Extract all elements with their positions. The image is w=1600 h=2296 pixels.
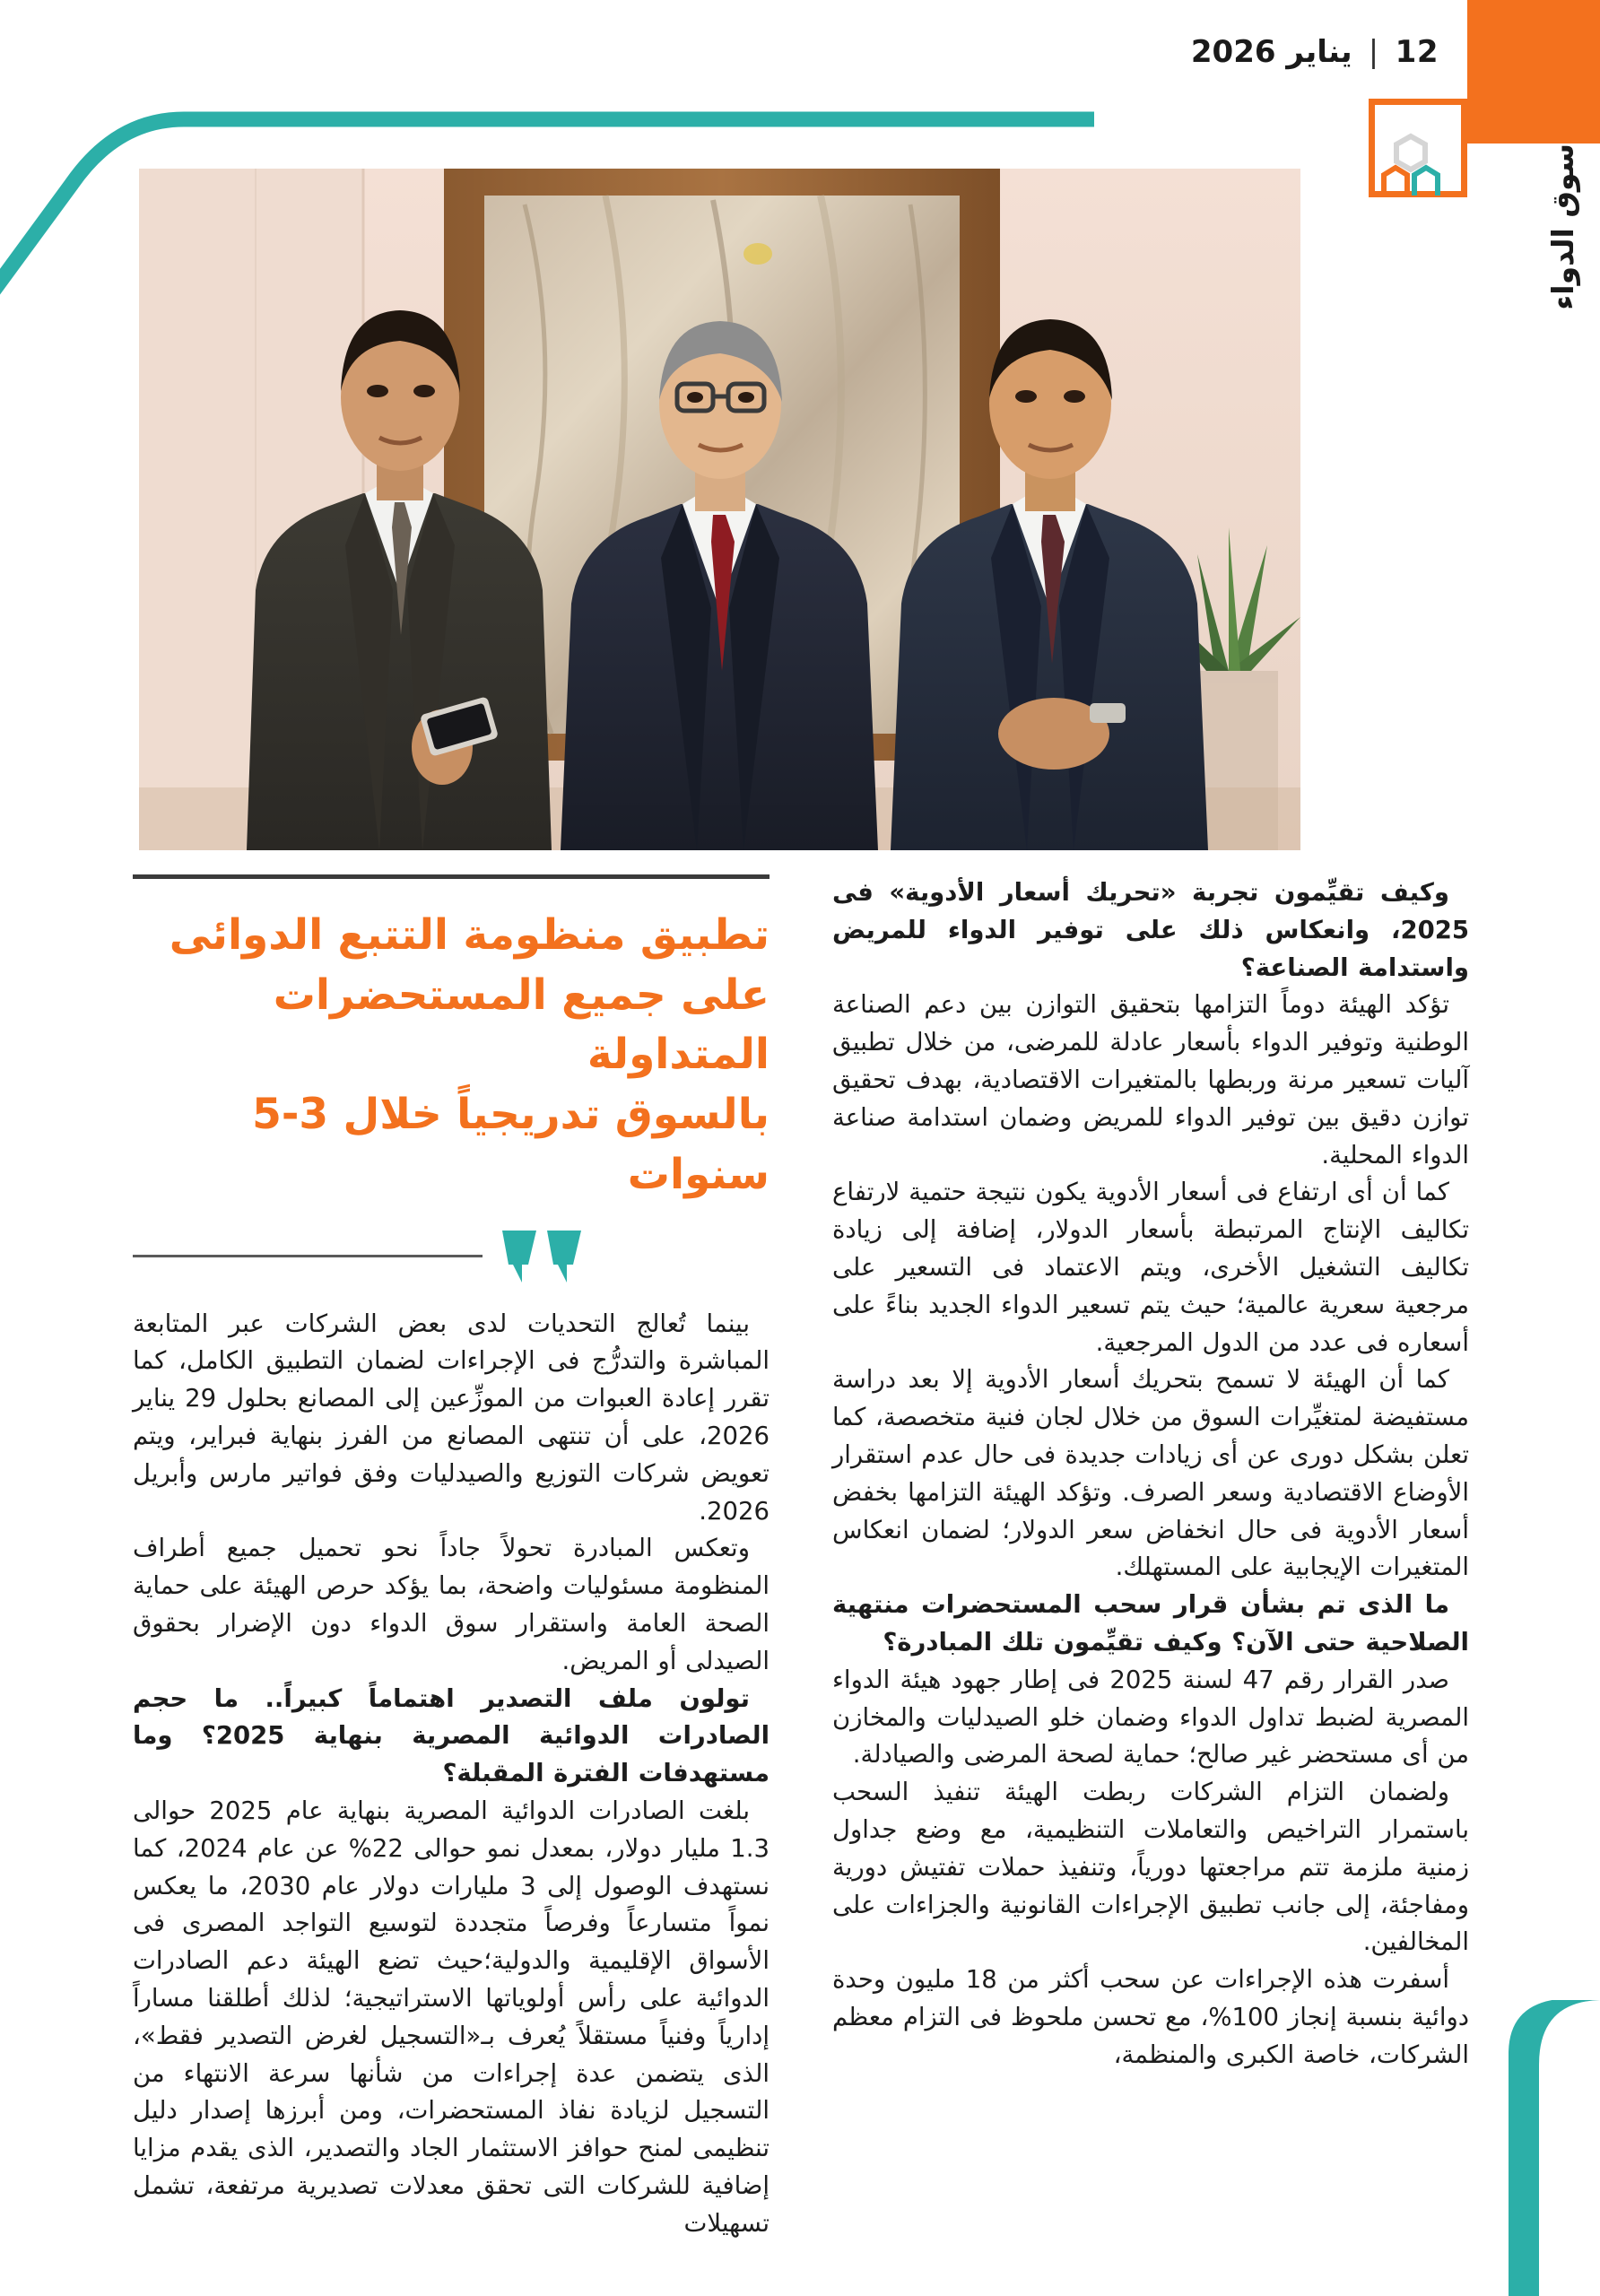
paragraph-answer: أسفرت هذه الإجراءات عن سحب أكثر من 18 مليون وحدة دوائية بنسبة إنجاز 100%، مع تحسن ملحوظ فى التزام معظم الشركات، خاصة الكبرى والمنظمة، [832,1965,1469,2069]
paragraph-answer: وتعكس المبادرة تحولاً جاداً نحو تحميل جميع أطراف المنظومة مسئوليات واضحة، بما يؤكد حرص الهيئة على حماية الصحة العامة واستقرار سوق الدواء دون الإضرار بحقوق الصيدلى أو المريض. [133,1534,770,1675]
paragraph-answer: بلغت الصادرات الدوائية المصرية بنهاية عام 2025 حوالى 1.3 مليار دولار، بمعدل نمو حوالى 22% عن عام 2024، كما نستهدف الوصول إلى 3 مليارات دولار عام 2030، ما يعكس نمواً متسارعاً وفرصاً متجددة لتوسيع التواجد المصرى فى الأسواق الإقليمية والدولية؛حيث تضع الهيئة دعم الصادرات الدوائية على رأس أولوياتها الاستراتيجية؛ لذلك أطلقنا مساراً إدارياً وفنياً مستقلاً يُعرف بـ«التسجيل لغرض التصدير فقط»، الذى يتضمن عدة إجراءات من شأنها سرعة الانتهاء من التسجيل لزيادة نفاذ المستحضرات، ومن أبرزها إصدار دليل تنظيمى لمنح حوافز الاستثمار الجاد والتصدير، الذى يقدم مزايا إضافية للشركات التى تحقق معدلات تصديرية مرتفعة، تشمل تسهيلات [133,1796,770,2238]
paragraph-answer: تؤكد الهيئة دوماً التزامها بتحقيق التوازن بين دعم الصناعة الوطنية وتوفير الدواء بأسعار عادلة للمرضى، من خلال تطبيق آليات تسعير مرنة وربطها بالمتغيرات الاقتصادية، بهدف تحقيق توازن دقيق بين توفير الدواء للمريض وضمان استدامة صناعة الدواء المحلية. [832,990,1469,1170]
article-columns [133,874,1469,2238]
header-meta [1191,34,1439,70]
quote-rule [133,1255,483,1257]
quote-mark-icon [500,1229,583,1284]
column-right [832,874,1469,2202]
headline-line-2: على جميع المستحضرات المتداولة [273,970,770,1080]
paragraph-question: وكيف تقيِّمون تجربة «تحريك أسعار الأدوية» فى 2025، وانعكاس ذلك على توفير الدواء للمريض واستدامة الصناعة؟ [832,878,1469,982]
article-headline [133,906,770,1205]
headline-line-3: بالسوق تدريجياً خلال 3-5 سنوات [252,1090,770,1199]
paragraph-answer: بينما تُعالج التحديات لدى بعض الشركات عبر المتابعة المباشرة والتدرُّج فى الإجراءات لضمان التطبيق الكامل، كما تقرر إعادة العبوات من الموزِّعين إلى المصانع بحلول 29 يناير 2026، على أن تنتهى المصانع من الفرز بنهاية فبراير، ويتم تعويض شركات التوزيع والصيدليات وفق فواتير مارس وأبريل 2026. [133,1309,770,1526]
right-column-text [832,874,1469,2074]
paragraph-answer: كما أن الهيئة لا تسمح بتحريك أسعار الأدوية إلا بعد دراسة مستفيضة لمتغيِّرات السوق من خلال لجان فنية متخصصة، كما تعلن بشكل دورى عن أى زيادات جديدة فى حال عدم استقرار الأوضاع الاقتصادية وسعر الصرف. وتؤكد الهيئة التزامها بخفض أسعار الأدوية فى حال انخفاض سعر الدولار؛ لضمان انعكاس المتغيرات الإيجابية على المستهلك. [832,1365,1469,1582]
section-label: سوق الدواء [1545,144,1580,310]
quote-decoration-row [133,1229,770,1284]
hexagon-pharma-logo-icon [1371,124,1477,196]
headline-rule [133,874,770,879]
logo-badge [1369,99,1467,197]
column-left [133,874,770,2238]
article-photo [139,169,1300,850]
page-number: 12 [1395,34,1439,70]
paragraph-answer: كما أن أى ارتفاع فى أسعار الأدوية يكون نتيجة حتمية لارتفاع تكاليف الإنتاج المرتبطة بأسعار الدولار، إضافة إلى زيادة تكاليف التشغيل الأخرى، ويتم الاعتماد فى التسعير على مرجعية سعرية عالمية؛ حيث يتم تسعير الدواء الجديد بناءً على أسعاره فى عدد من الدول المرجعية. [832,1178,1469,1357]
paragraph-question: ما الذى تم بشأن قرار سحب المستحضرات منتهية الصلاحية حتى الآن؟ وكيف تقيِّمون تلك المبادرة؟ [832,1590,1469,1657]
photo-illustration [139,169,1300,850]
left-column-text [133,1306,770,2243]
paragraph-answer: ولضمان التزام الشركات ربطت الهيئة تنفيذ السحب باستمرار التراخيص والتعاملات التنظيمية، مع وضع جداول زمنية ملزمة تتم مراجعتها دورياً، وتنفيذ حملات تفتيش دورية ومفاجئة، إلى جانب تطبيق الإجراءات القانونية والجزاءات على المخالفين. [832,1778,1469,1957]
paragraph-answer: صدر القرار رقم 47 لسنة 2025 فى إطار جهود هيئة الدواء المصرية لضبط تداول الدواء وضمان خلو الصيدليات والمخازن من أى مستحضر غير صالح؛ حماية لصحة المرضى والصيادلة. [832,1665,1469,1770]
issue-date: يناير 2026 [1190,34,1352,70]
headline-line-1: تطبيق منظومة التتبع الدوائى [169,910,770,960]
orange-corner-block [1467,0,1600,144]
paragraph-question: تولون ملف التصدير اهتماماً كبيراً.. ما حجم الصادرات الدوائية المصرية بنهاية 2025؟ وما مستهدفات الفترة المقبلة؟ [133,1683,770,1788]
header-separator: | [1368,34,1379,70]
